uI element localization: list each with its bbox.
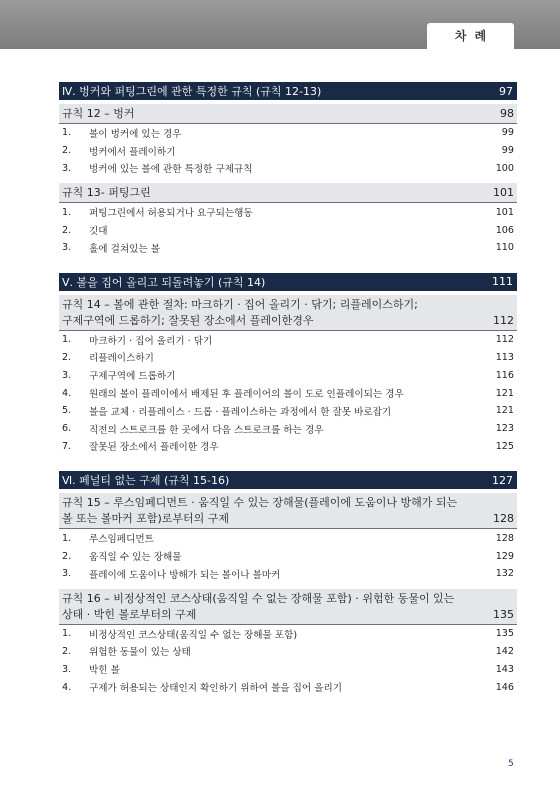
toc-entry[interactable] xyxy=(59,565,517,583)
entry-title: 비정상적인 코스상태(움직일 수 없는 장해물 포함) xyxy=(89,629,298,641)
entry-page: 142 xyxy=(495,645,514,657)
rule-title xyxy=(62,495,457,527)
toc-entry[interactable] xyxy=(59,402,517,420)
entry-number: 5. xyxy=(62,405,72,417)
rule-page: 128 xyxy=(493,512,514,526)
entry-number: 3. xyxy=(62,663,72,675)
toc-entry[interactable] xyxy=(59,239,517,257)
part-title: Ⅵ. 페널티 없는 구제 (규칙 15-16) xyxy=(62,474,230,488)
entry-page: 143 xyxy=(495,663,514,675)
toc-entry[interactable] xyxy=(59,366,517,384)
toc-entry[interactable] xyxy=(59,438,517,456)
toc-entry[interactable] xyxy=(59,160,517,178)
entry-title: 구제가 허용되는 상태인지 확인하기 위하여 볼을 집어 올리기 xyxy=(89,683,343,695)
entry-title: 홀에 걸쳐있는 볼 xyxy=(89,243,160,255)
entry-number: 2. xyxy=(62,351,72,363)
part-title: Ⅴ. 볼을 집어 올리고 되돌려놓기 (규칙 14) xyxy=(62,275,266,289)
rule-page: 98 xyxy=(500,107,514,120)
entry-number: 3. xyxy=(62,242,72,254)
page-number: 5 xyxy=(508,759,514,769)
toc-entry[interactable] xyxy=(59,420,517,438)
toc-entry[interactable] xyxy=(59,660,517,678)
rule-title-line: 규칙 16 – 비정상적인 코스상태(움직일 수 없는 장해물 포함) · 위험한 동물이 있는 xyxy=(62,591,455,605)
rule-title xyxy=(62,297,418,329)
entry-number: 2. xyxy=(62,550,72,562)
rule-title-line: 구제구역에 드롭하기; 잘못된 장소에서 플레이한경우 xyxy=(62,313,314,327)
entry-page: 99 xyxy=(501,145,514,157)
entry-number: 6. xyxy=(62,423,72,435)
toc-entry[interactable] xyxy=(59,384,517,402)
entry-title: 움직일 수 있는 장해물 xyxy=(89,552,182,564)
rule-page: 112 xyxy=(493,313,514,327)
entry-title: 플레이에 도움이나 방해가 되는 볼이나 볼마커 xyxy=(89,569,281,581)
toc-entry[interactable] xyxy=(59,124,517,142)
toc-entry[interactable] xyxy=(59,529,517,547)
entry-page: 132 xyxy=(495,568,514,580)
entry-title: 벙커에 있는 볼에 관한 특정한 구제규칙 xyxy=(89,164,253,176)
entry-number: 4. xyxy=(62,681,72,693)
toc-entry[interactable] xyxy=(59,349,517,367)
entry-page: 99 xyxy=(501,127,514,139)
rule-heading[interactable] xyxy=(59,589,517,625)
part-heading[interactable] xyxy=(59,471,517,489)
entry-number: 3. xyxy=(62,568,72,580)
rule-heading[interactable] xyxy=(59,183,517,203)
toc-entry[interactable] xyxy=(59,678,517,696)
rule-title xyxy=(62,591,454,623)
rule-title xyxy=(62,185,151,201)
rule-title-line: 볼 또는 볼마커 포함)로부터의 구제 xyxy=(62,512,230,526)
entry-number: 3. xyxy=(62,162,72,174)
rule-title xyxy=(62,106,135,122)
entry-page: 106 xyxy=(495,224,514,236)
entry-title: 루스임페디먼트 xyxy=(89,534,154,546)
entry-page: 113 xyxy=(495,351,514,363)
part-page: 97 xyxy=(499,84,513,98)
entry-page: 121 xyxy=(495,387,514,399)
entry-title: 볼이 벙커에 있는 경우 xyxy=(89,128,182,140)
entry-page: 123 xyxy=(495,423,514,435)
rule-heading[interactable] xyxy=(59,493,517,529)
entry-page: 125 xyxy=(495,440,514,452)
rule-title-line: 규칙 14 – 볼에 관한 절차: 마크하기 · 집어 올리기 · 닦기; 리플레이스하기; xyxy=(62,297,418,311)
entry-page: 135 xyxy=(495,628,514,640)
entry-page: 112 xyxy=(495,334,514,346)
part-heading[interactable] xyxy=(59,82,517,100)
entry-page: 110 xyxy=(495,242,514,254)
rule-title-line: 규칙 12 – 벙커 xyxy=(62,107,135,120)
entry-page: 101 xyxy=(495,206,514,218)
contents-tab: 차례 xyxy=(427,23,514,49)
rule-heading[interactable] xyxy=(59,295,517,331)
part-page: 111 xyxy=(492,275,513,289)
entry-number: 1. xyxy=(62,334,72,346)
entry-title: 위험한 동물이 있는 상태 xyxy=(89,647,191,659)
entry-page: 121 xyxy=(495,405,514,417)
entry-title: 퍼팅그린에서 허용되거나 요구되는행동 xyxy=(89,208,253,220)
entry-number: 1. xyxy=(62,532,72,544)
rule-heading[interactable] xyxy=(59,104,517,124)
entry-number: 3. xyxy=(62,369,72,381)
entry-title: 마크하기 · 집어 올리기 · 닦기 xyxy=(89,335,213,347)
table-of-contents xyxy=(59,82,517,696)
rule-page: 101 xyxy=(493,186,514,200)
toc-entry[interactable] xyxy=(59,547,517,565)
entry-number: 2. xyxy=(62,145,72,157)
entry-number: 7. xyxy=(62,440,72,452)
entry-page: 146 xyxy=(495,681,514,693)
entry-title: 원래의 볼이 플레이에서 배제된 후 플레이어의 볼이 도로 인플레이되는 경우 xyxy=(89,389,404,401)
part-title: Ⅳ. 벙커와 퍼팅그린에 관한 특정한 규칙 (규칙 12-13) xyxy=(62,85,322,98)
entry-number: 1. xyxy=(62,127,72,139)
toc-entry[interactable] xyxy=(59,643,517,661)
part-heading[interactable] xyxy=(59,273,517,291)
entry-title: 볼을 교체 · 리플레이스 · 드롭 · 플레이스하는 과정에서 한 잘못 바로잡기 xyxy=(89,406,392,418)
rule-title-line: 상태 · 박힌 볼로부터의 구제 xyxy=(62,607,197,621)
entry-number: 2. xyxy=(62,645,72,657)
entry-number: 1. xyxy=(62,628,72,640)
entry-page: 100 xyxy=(495,162,514,174)
entry-title: 박힌 볼 xyxy=(89,665,120,677)
entry-title: 구제구역에 드롭하기 xyxy=(89,371,176,383)
toc-entry[interactable] xyxy=(59,331,517,349)
rule-title-line: 규칙 15 – 루스임페디먼트 · 움직일 수 있는 장해물(플레이에 도움이나 방해가 되는 xyxy=(62,496,458,510)
toc-entry[interactable] xyxy=(59,221,517,239)
rule-title-line: 규칙 13- 퍼팅그린 xyxy=(62,186,151,200)
entry-page: 116 xyxy=(495,369,514,381)
entry-title: 잘못된 장소에서 플레이한 경우 xyxy=(89,442,219,454)
entry-title: 벙커에서 플레이하기 xyxy=(89,146,176,158)
entry-title: 리플레이스하기 xyxy=(89,353,154,365)
rule-page: 135 xyxy=(493,607,514,621)
toc-entry[interactable] xyxy=(59,142,517,160)
toc-entry[interactable] xyxy=(59,625,517,643)
entry-page: 129 xyxy=(495,550,514,562)
entry-title: 직전의 스트로크를 한 곳에서 다음 스트로크를 하는 경우 xyxy=(89,424,324,436)
entry-number: 4. xyxy=(62,387,72,399)
entry-number: 2. xyxy=(62,224,72,236)
entry-number: 1. xyxy=(62,206,72,218)
entry-page: 128 xyxy=(495,532,514,544)
entry-title: 깃대 xyxy=(89,226,108,238)
toc-entry[interactable] xyxy=(59,203,517,221)
part-page: 127 xyxy=(492,473,513,487)
